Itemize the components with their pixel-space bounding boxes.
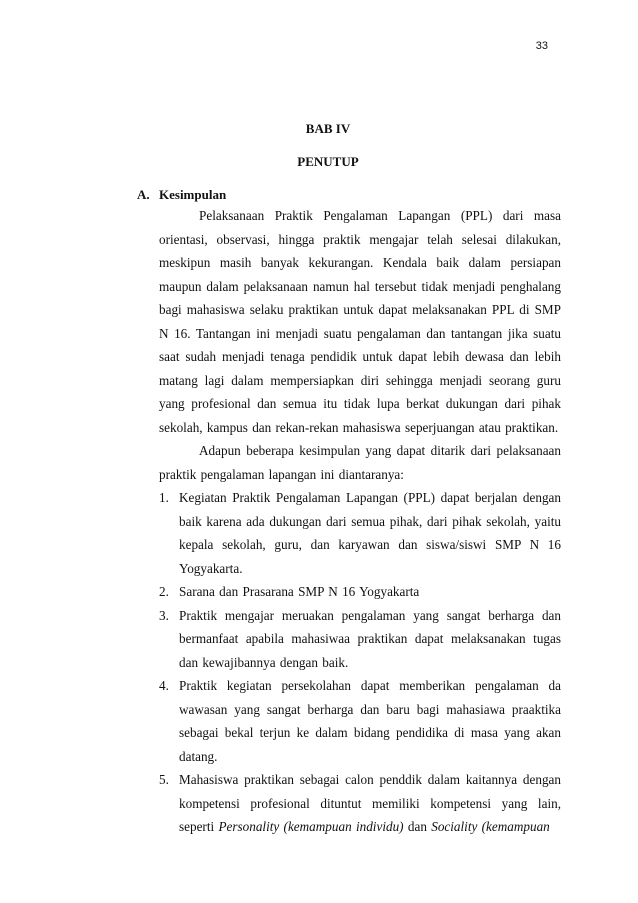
list-item-text: Praktik mengajar meruakan pengalaman yang sangat berharga dan bermanfaat apabila mahasiwaa praktikan dapat melaksanakan tugas dan kewajibannya dengan baik. — [179, 607, 561, 670]
list-item — [159, 486, 561, 580]
list-item-text: Kegiatan Praktik Pengalaman Lapangan (PPL) dapat berjalan dengan baik karena ada dukungan dari semua pihak, dari pihak sekolah, yaitu kepala sekolah, guru, dan karyawan dan siswa/siswi SMP N 16 Yogyakarta. — [179, 490, 561, 576]
list-item-text-part: Mahasiswa praktikan sebagai calon penddik dalam kaitannya dengan kompetensi profesional dituntut memiliki kompetensi yang lain, seperti — [179, 772, 561, 834]
page-number: 33 — [535, 40, 548, 52]
section-heading — [137, 187, 226, 203]
list-item-number: 5. — [159, 772, 169, 787]
list-item-number: 3. — [159, 607, 169, 623]
list-item-number: 1. — [159, 490, 169, 505]
italic-term-sociality: Sociality (kemampuan — [431, 819, 550, 834]
list-item-text: Sarana dan Prasarana SMP N 16 Yogyakarta — [179, 584, 420, 599]
paragraph-intro: Pelaksanaan Praktik Pengalaman Lapangan (PPL) dari masa orientasi, observasi, hingga praktik mengajar telah selesai dilakukan, meskipun masih banyak kekurangan. Kendala baik dalam persiapan maupun dalam pelaksanaan namun hal tersebut tidak menjadi penghalang bagi mahasiswa selaku praktikan untuk dapat melaksanakan PPL di SMP N 16. Tantangan ini menjadi suatu pengalaman dan tantangan jika suatu saat sudah menjadi tenaga pendidik untuk dapat lebih dewasa dan lebih matang lagi dalam mempersiapkan diri sehingga menjadi seorang guru yang profesional dan semua itu tidak lupa berkat dukungan dari pihak sekolah, kampus dan rekan-rekan mahasiswa seperjuangan atau praktikan. — [159, 208, 561, 435]
italic-term-personality: Personality (kemampuan individu) — [218, 819, 404, 834]
conclusion-list — [159, 486, 561, 839]
list-item — [159, 768, 561, 839]
section-title: Kesimpulan — [159, 187, 227, 202]
list-item — [159, 674, 561, 768]
section-marker: A. — [137, 187, 150, 202]
list-item-text — [179, 768, 561, 839]
list-item — [159, 580, 561, 604]
section-body — [159, 204, 561, 839]
chapter-title: PENUTUP — [297, 154, 359, 169]
chapter-number: BAB IV — [305, 121, 351, 136]
list-item-number: 2. — [159, 584, 169, 599]
paragraph-lead: Adapun beberapa kesimpulan yang dapat ditarik dari pelaksanaan praktik pengalaman lapangan ini diantaranya: — [159, 443, 561, 482]
list-item-text-part: dan — [403, 819, 432, 834]
list-item-number: 4. — [159, 678, 169, 693]
list-item — [159, 604, 561, 675]
list-item-text: Praktik kegiatan persekolahan dapat memberikan pengalaman da wawasan yang sangat berharga dan baru bagi mahasiawa praaktika sebagai bekal terjun ke dalam bidang pendidika di masa yang akan datang. — [179, 678, 561, 764]
